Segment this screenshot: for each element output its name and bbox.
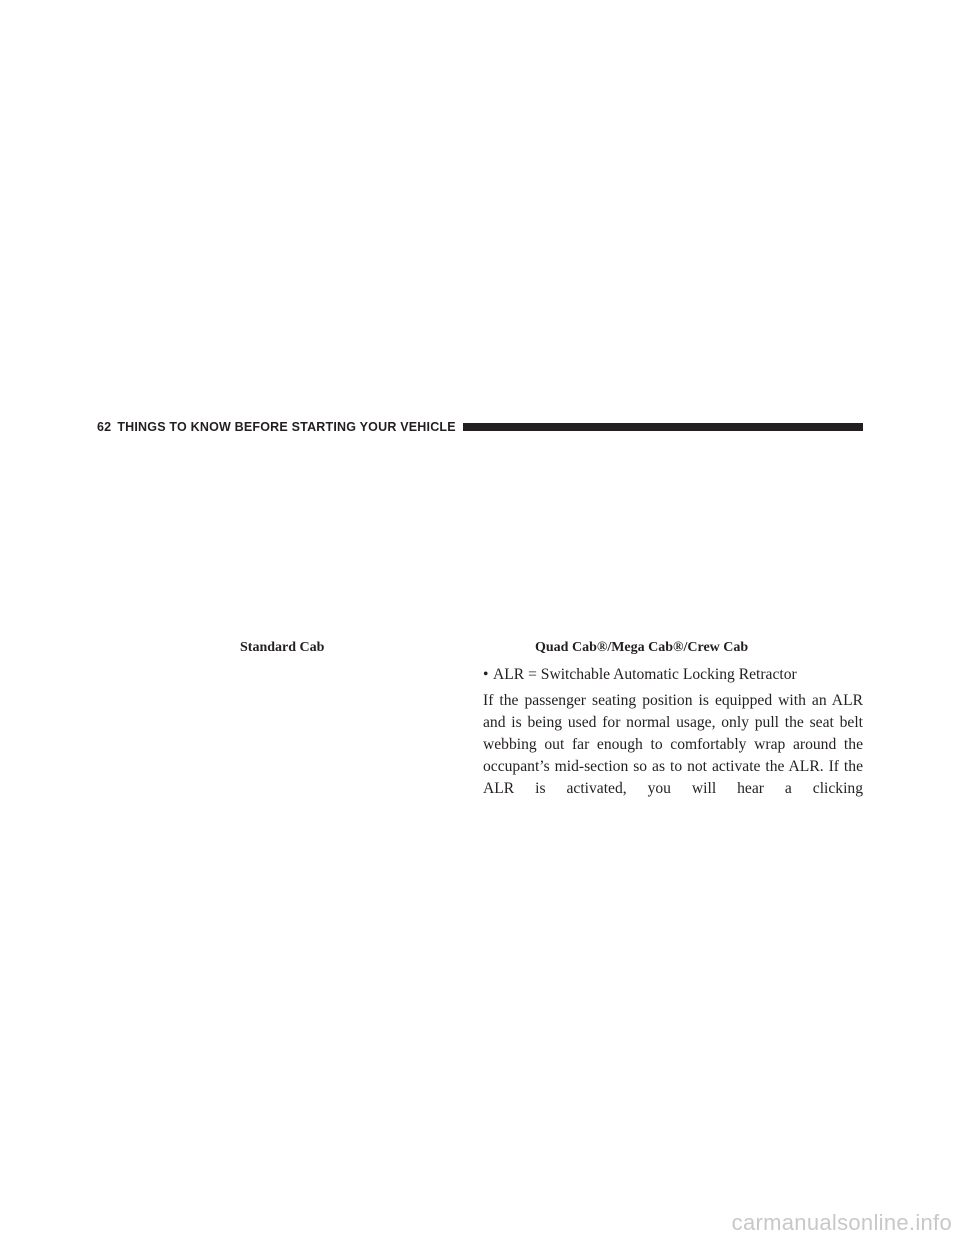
body-text-column bbox=[483, 664, 863, 800]
page-number: 62 bbox=[97, 420, 112, 434]
bullet-text: ALR = Switchable Automatic Locking Retractor bbox=[493, 666, 797, 683]
header-rule bbox=[463, 423, 863, 431]
figure-caption-quad-mega-crew-cab: Quad Cab®/Mega Cab®/Crew Cab bbox=[535, 640, 749, 655]
body-paragraph: If the passenger seating position is equipped with an ALR and is being used for normal usage, only pull the seat belt webbing out far enough to comfortably wrap around the occupant’s mid-section so as to not activate the ALR. If the ALR is activated, you will hear a clicking bbox=[483, 692, 863, 797]
section-title: THINGS TO KNOW BEFORE STARTING YOUR VEHICLE bbox=[117, 420, 456, 434]
bullet-item-alr bbox=[483, 664, 863, 686]
footer-watermark: carmanualsonline.info bbox=[731, 1210, 952, 1235]
running-header bbox=[97, 419, 863, 435]
bullet-icon: • bbox=[483, 666, 489, 683]
figure-caption-standard-cab: Standard Cab bbox=[240, 640, 325, 655]
